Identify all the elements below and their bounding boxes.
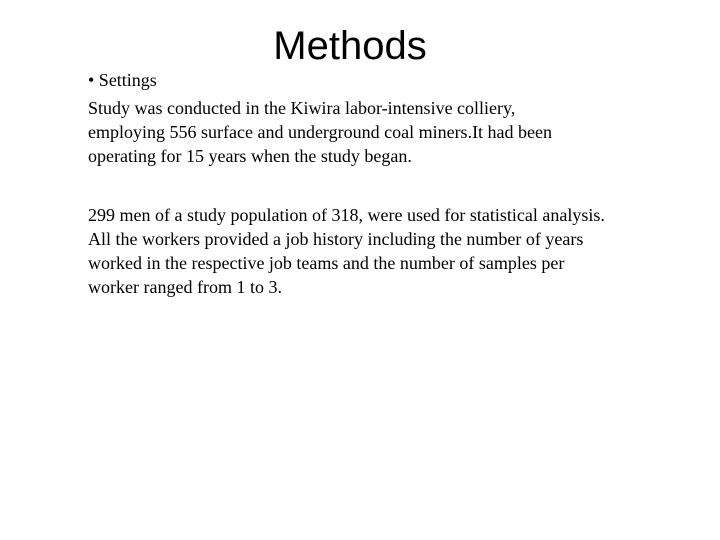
paragraph-line: worked in the respective job teams and the number of samples per <box>88 253 565 273</box>
paragraph-population <box>88 203 688 299</box>
paragraph-line: 299 men of a study population of 318, were used for statistical analysis. <box>88 205 605 225</box>
paragraph-line: Study was conducted in the Kiwira labor-intensive colliery, <box>88 98 516 118</box>
bullet-settings: • Settings <box>88 70 157 90</box>
paragraph-line: All the workers provided a job history including the number of years <box>88 229 584 249</box>
paragraph-line: operating for 15 years when the study began. <box>88 146 412 166</box>
paragraph-settings <box>88 96 688 168</box>
paragraph-line: worker ranged from 1 to 3. <box>88 277 282 297</box>
slide-title <box>0 22 700 70</box>
paragraph-line: employing 556 surface and underground coal miners.It had been <box>88 122 553 142</box>
slide-title-text: Methods <box>273 24 427 68</box>
